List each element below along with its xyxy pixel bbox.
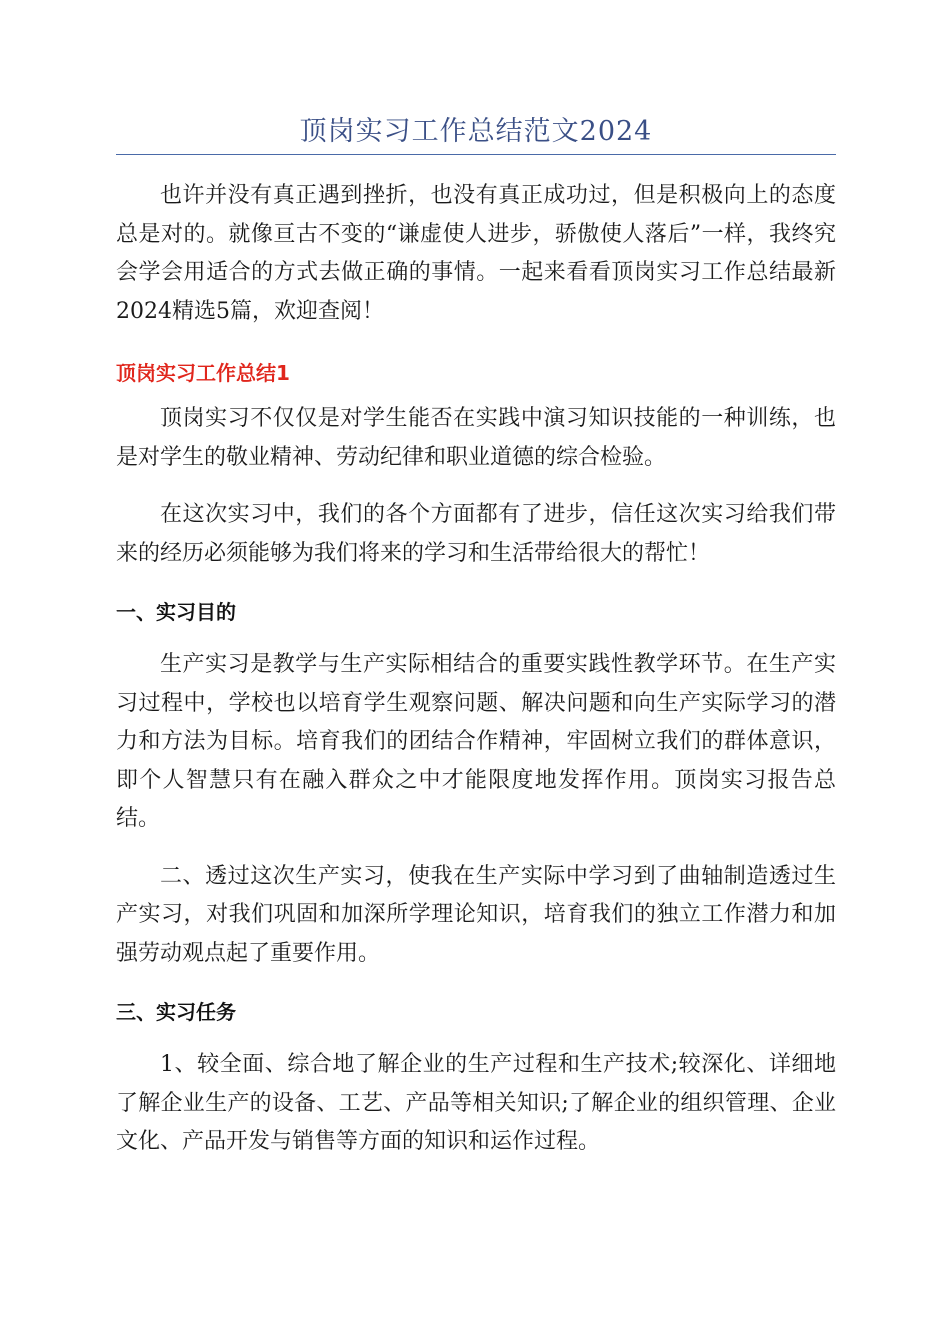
summary-1-paragraph-2: 在这次实习中，我们的各个方面都有了进步，信任这次实习给我们带来的经历必须能够为我们将来的学习和生活带给很大的帮忙！: [116, 502, 836, 566]
tasks-paragraph-1: 1、较全面、综合地了解企业的生产过程和生产技术;较深化、详细地了解企业生产的设备、工艺、产品等相关知识;了解企业的组织管理、企业文化、产品开发与销售等方面的知识和运作过程。: [116, 1052, 836, 1154]
section-heading-tasks: 三、实习任务: [116, 1000, 236, 1024]
section-heading-purpose: 一、实习目的: [116, 600, 236, 624]
purpose-paragraph-1: 生产实习是教学与生产实际相结合的重要实践性教学环节。在生产实习过程中，学校也以培育学生观察问题、解决问题和向生产实际学习的潜力和方法为目标。培育我们的团结合作精神，牢固树立我们的群体意识，即个人智慧只有在融入群众之中才能限度地发挥作用。顶岗实习报告总结。: [116, 652, 836, 831]
document-page: [116, 112, 836, 1162]
purpose-paragraph-2: 二、透过这次生产实习，使我在生产实际中学习到了曲轴制造透过生产实习，对我们巩固和加深所学理论知识，培育我们的独立工作潜力和加强劳动观点起了重要作用。: [116, 863, 836, 966]
title-underline: [116, 154, 836, 155]
intro-paragraph: 也许并没有真正遇到挫折，也没有真正成功过，但是积极向上的态度总是对的。就像亘古不变的“谦虚使人进步，骄傲使人落后”一样，我终究会学会用适合的方式去做正确的事情。一起来看看顶岗实习工作总结最新2024精选5篇，欢迎查阅！: [116, 183, 836, 324]
summary-1-paragraph-1: 顶岗实习不仅仅是对学生能否在实践中演习知识技能的一种训练，也是对学生的敬业精神、劳动纪律和职业道德的综合检验。: [116, 406, 836, 470]
document-title: 顶岗实习工作总结范文2024: [299, 116, 653, 147]
section-heading-summary-1: 顶岗实习工作总结1: [116, 361, 290, 385]
